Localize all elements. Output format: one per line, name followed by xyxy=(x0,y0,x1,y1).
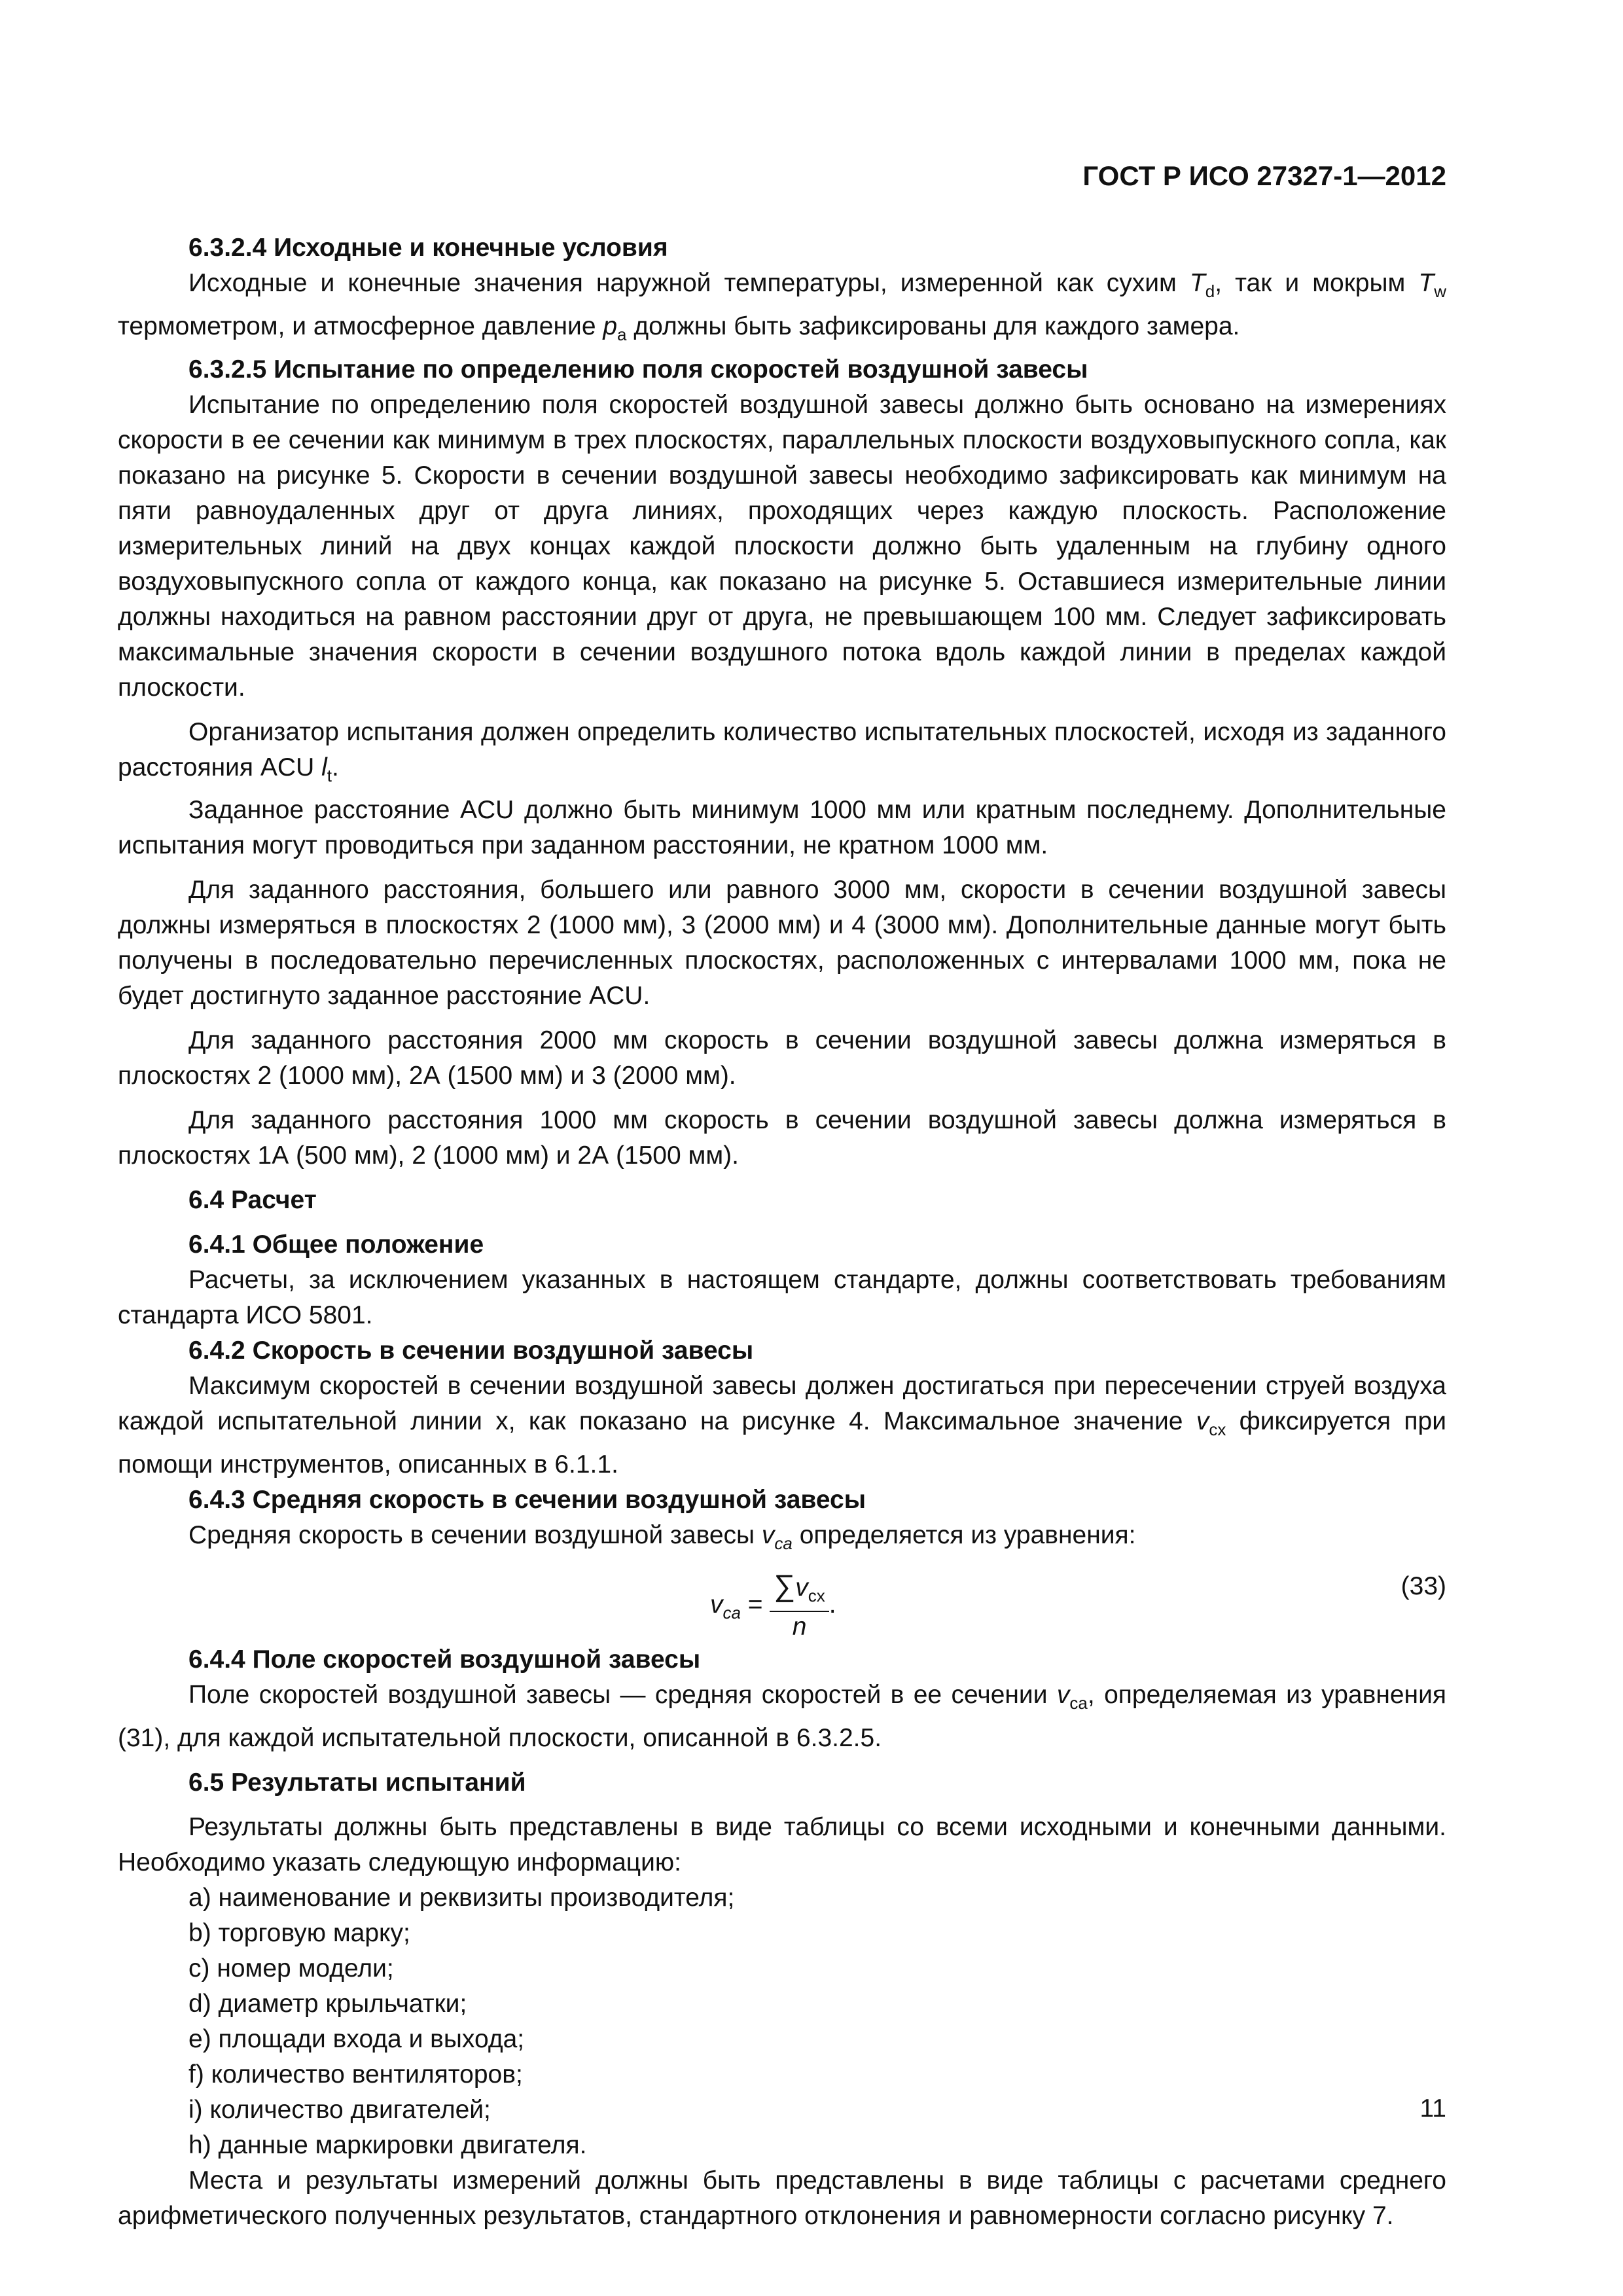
list-item: e) площади входа и выхода; xyxy=(188,2024,525,2053)
paragraph: Для заданного расстояния, большего или равного 3000 мм, скорости в сечении воздушной завесы должны измеряться в плоскостях 2 (1000 мм), 3 (2000 мм) и 4 (3000 мм). Дополнительные данные могут быть получены в последовательно перечисленных плоскостях, расположенных с интервалами 1000 мм, пока не будет достигнуто заданное расстояние ACU. xyxy=(118,876,1446,1011)
requirements-list xyxy=(118,1880,1446,2163)
list-item: c) номер модели; xyxy=(188,1954,394,1982)
fraction: $\frac{\sum v_{cx}}{n}$ xyxy=(770,1570,829,1642)
paragraph: Поле скоростей воздушной завесы — средняя скоростей в ее сечении $v_{ca}$, определяемая из уравнения (31), для каждой испытательной плоскости, описанной в 6.3.2.5. xyxy=(118,1680,1446,1752)
heading-6-4-2: 6.4.2 Скорость в сечении воздушной завесы xyxy=(188,1336,754,1365)
list-item: h) данные маркировки двигателя. xyxy=(188,2130,587,2159)
document-header: ГОСТ Р ИСО 27327-1—2012 xyxy=(1082,160,1446,191)
paragraph: Исходные и конечные значения наружной температуры, измеренной как сухим $T_d$, так и мокрым $T_w$ термометром, и атмосферное давление $p_a$ должны быть зафиксированы для каждого замера. xyxy=(118,269,1446,344)
paragraph: Для заданного расстояния 2000 мм скорость в сечении воздушной завесы должна измеряться в плоскостях 2 (1000 мм), 2А (1500 мм) и 3 (2000 мм). xyxy=(118,1026,1446,1090)
heading-6-3-2-4: 6.3.2.4 Исходные и конечные условия xyxy=(188,234,668,262)
page-number: 11 xyxy=(1419,2094,1446,2123)
paragraph: Места и результаты измерений должны быть представлены в виде таблицы с расчетами среднего арифметического полученных результатов, стандартного отклонения и равномерности согласно рисунку 7. xyxy=(118,2166,1446,2230)
paragraph: Максимум скоростей в сечении воздушной завесы должен достигаться при пересечении струей воздуха каждой испытательной линии x, как показано на рисунке 4. Максимальное значение $v_{cx}$ фиксируется при помощи инструментов, описанных в 6.1.1. xyxy=(118,1372,1446,1479)
heading-6-4-3: 6.4.3 Средняя скорость в сечении воздушной завесы xyxy=(188,1486,866,1515)
paragraph: Заданное расстояние ACU должно быть минимум 1000 мм или кратным последнему. Дополнительные испытания могут проводиться при заданном расстоянии, не кратном 1000 мм. xyxy=(118,796,1446,860)
paragraph: Испытание по определению поля скоростей воздушной завесы должно быть основано на измерениях скорости в ее сечении как минимум в трех плоскостях, параллельных плоскости воздуховыпускного сопла, как показано на рисунке 5. Скорости в сечении воздушной завесы необходимо зафиксировать как минимум на пяти равноудаленных друг от друга линиях, проходящих через каждую плоскость. Расположение измерительных линий на двух концах каждой плоскости должно быть удаленным на глубину одного воздуховыпускного сопла от каждого конца, как показано на рисунке 5. Оставшиеся измерительные линии должны находиться на равном расстоянии друг от друга, не превышающем 100 мм. Следует зафиксировать максимальные значения скорости в сечении воздушного потока вдоль каждой линии в пределах каждой плоскости. xyxy=(118,390,1446,702)
list-item: d) диаметр крыльчатки; xyxy=(188,1989,467,2018)
paragraph: Для заданного расстояния 1000 мм скорость в сечении воздушной завесы должна измеряться в плоскостях 1А (500 мм), 2 (1000 мм) и 2А (1500 мм). xyxy=(118,1106,1446,1170)
paragraph: Результаты должны быть представлены в виде таблицы со всеми исходными и конечными данными. Необходимо указать следующую информацию: xyxy=(118,1812,1446,1876)
equation-33 xyxy=(118,1565,1446,1641)
list-item: i) количество двигателей; xyxy=(188,2095,491,2124)
heading-6-4-4: 6.4.4 Поле скоростей воздушной завесы xyxy=(188,1645,701,1674)
list-item: f) количество вентиляторов; xyxy=(188,2060,523,2089)
list-item: b) торговую марку; xyxy=(188,1918,410,1947)
heading-6-4: 6.4 Расчет xyxy=(188,1186,317,1215)
list-item: а) наименование и реквизиты производителя; xyxy=(188,1883,735,1912)
heading-6-3-2-5: 6.3.2.5 Испытание по определению поля скоростей воздушной завесы xyxy=(188,355,1088,384)
paragraph: Организатор испытания должен определить количество испытательных плоскостей, исходя из заданного расстояния ACU $l_t$. xyxy=(118,717,1446,785)
equation-expression: $v_{ca}$ = $\frac{\sum v_{cx}}{n}$ . xyxy=(710,1568,836,1641)
paragraph: Средняя скорость в сечении воздушной завесы $v_{ca}$ определяется из уравнения: xyxy=(188,1521,1136,1553)
equation-number: (33) xyxy=(1400,1571,1446,1600)
heading-6-5: 6.5 Результаты испытаний xyxy=(188,1768,526,1797)
paragraph: Расчеты, за исключением указанных в настоящем стандарте, должны соответствовать требованиям стандарта ИСО 5801. xyxy=(118,1266,1446,1330)
heading-6-4-1: 6.4.1 Общее положение xyxy=(188,1230,484,1259)
document-body xyxy=(118,230,1446,2234)
